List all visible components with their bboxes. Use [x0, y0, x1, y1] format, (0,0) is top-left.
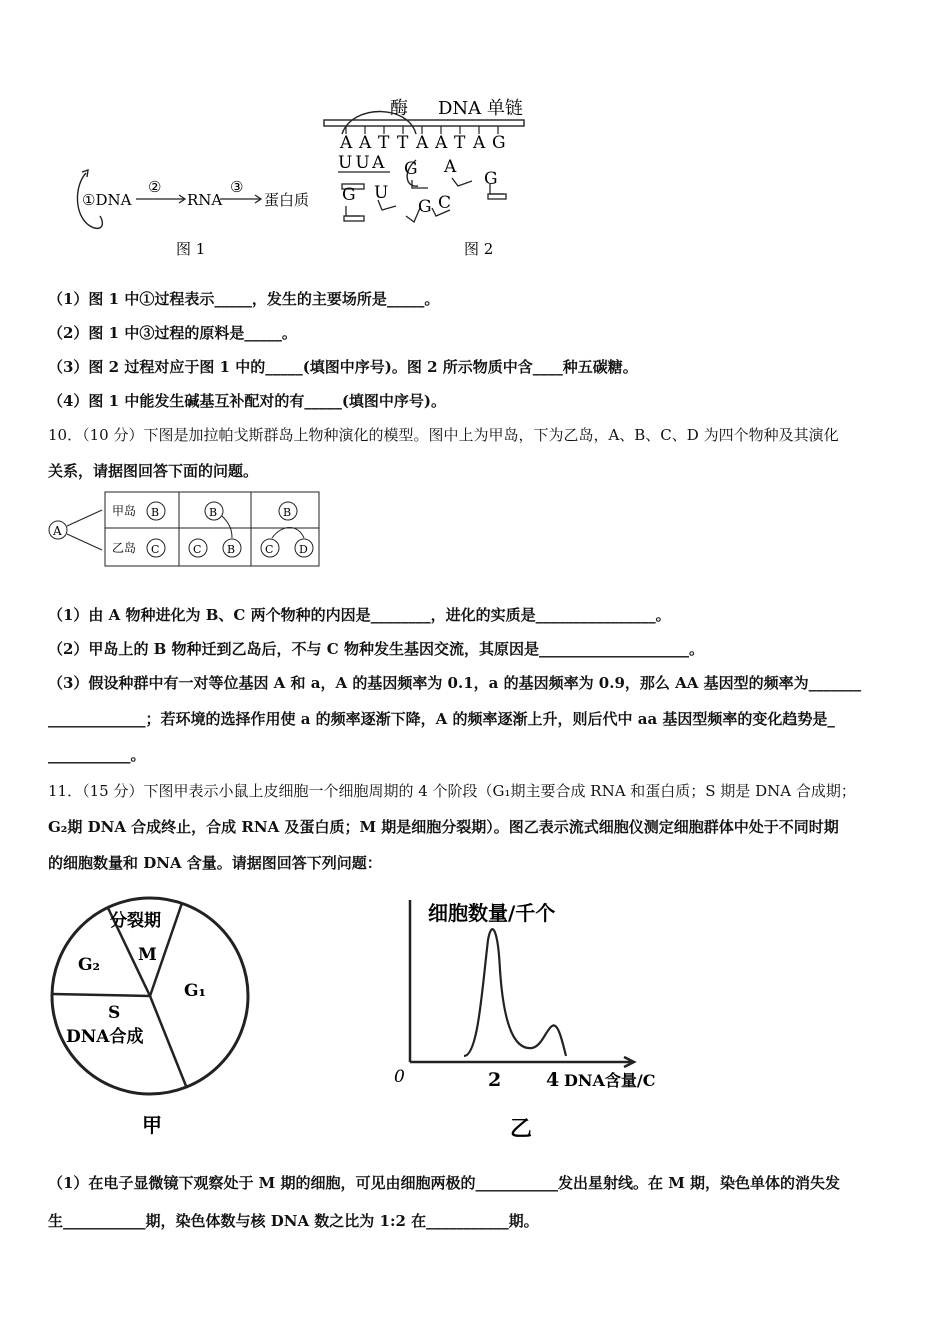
fig2-dna-label: DNA 单链 — [438, 98, 523, 119]
pie-caption: 甲 — [142, 1113, 162, 1137]
figure-1 — [77, 170, 309, 258]
island-yi-label: 乙岛 — [112, 541, 137, 555]
q9-sub-4: （4）图 1 中能发生碱基互补配对的有_____(填图中序号)。 — [48, 392, 447, 410]
template-base-1: A — [359, 133, 372, 153]
q9-sub-2: （2）图 1 中③过程的原料是_____。 — [48, 324, 297, 342]
pie-m-label: M — [138, 945, 157, 965]
q10-sub-1: （1）由 A 物种进化为 B、C 两个物种的内因是________，进化的实质是________________。 — [48, 606, 671, 624]
template-base-6: T — [454, 133, 466, 153]
species-c-2: C — [193, 543, 202, 556]
template-base-4: A — [416, 133, 429, 153]
q10-stem-2: 关系，请据图回答下面的问题。 — [48, 462, 259, 480]
free-nucleotide-c: C — [438, 193, 452, 213]
cell-count-curve — [464, 929, 566, 1056]
island-jia-label: 甲岛 — [112, 504, 137, 518]
template-base-0: A — [340, 133, 353, 153]
free-nucleotide-g2: G — [484, 169, 498, 189]
species-c-3: C — [265, 543, 274, 556]
q11-sub-1a: （1）在电子显微镜下观察处于 M 期的细胞，可见由细胞两极的___________发出星射线。在 M 期，染色单体的消失发 — [48, 1174, 841, 1192]
cell-cycle-pie — [46, 896, 266, 1146]
fig1-dna-label: ①DNA — [82, 191, 132, 209]
q10-stem-1: 10．（10 分）下图是加拉帕戈斯群岛上物种演化的模型。图中上为甲岛，下为乙岛，A、B、C、D 为四个物种及其演化 — [48, 426, 839, 444]
q10-sub-2: （2）甲岛上的 B 物种迁到乙岛后，不与 C 物种发生基因交流，其原因是____________________。 — [48, 640, 704, 658]
q11-sub-1b: 生___________期，染色体数与核 DNA 数之比为 1:2 在___________期。 — [48, 1212, 539, 1230]
pie-s-label: S — [108, 1003, 121, 1023]
q11-stem-3: 的细胞数量和 DNA 含量。请据图回答下列问题： — [48, 854, 382, 872]
chart-origin: 0 — [394, 1067, 405, 1087]
free-nucleotide-u: U — [374, 183, 389, 203]
species-c-1: C — [151, 543, 160, 556]
species-a: A — [53, 524, 62, 538]
species-b-4: B — [283, 506, 292, 519]
template-base-3: T — [397, 133, 409, 153]
pie-g2-label: G₂ — [78, 955, 100, 975]
species-d: D — [299, 543, 308, 556]
q10-sub-3c: ___________。 — [48, 746, 146, 764]
q9-sub-1: （1）图 1 中①过程表示_____，发生的主要场所是_____。 — [48, 290, 440, 308]
q10-island-diagram — [44, 488, 334, 570]
fig1-caption: 图 1 — [176, 240, 206, 258]
fig1-protein-label: 蛋白质 — [264, 191, 310, 209]
template-base-8: G — [492, 133, 506, 153]
chart-xlabel: DNA含量/C — [564, 1071, 656, 1090]
figure-1-2 — [60, 88, 580, 268]
q11-stem-1: 11．（15 分）下图甲表示小鼠上皮细胞一个细胞周期的 4 个阶段（G₁期主要合成 RNA 和蛋白质；S 期是 DNA 合成期； — [48, 782, 856, 800]
free-nucleotide-a: A — [444, 157, 457, 177]
fig2-enzyme-label: 酶 — [390, 98, 408, 119]
template-bases — [339, 133, 506, 153]
template-base-5: A — [435, 133, 448, 153]
species-b-2: B — [209, 506, 218, 519]
chart-tick-4: 4 — [546, 1069, 560, 1091]
pie-division-label: 分裂期 — [110, 911, 161, 931]
dna-content-chart — [392, 890, 712, 1150]
species-b-3: B — [227, 543, 236, 556]
free-nucleotide-g3: G — [342, 185, 356, 205]
pie-g1-label: G₁ — [184, 981, 206, 1001]
fig1-step-3: ③ — [230, 178, 244, 196]
q9-sub-3: （3）图 2 过程对应于图 1 中的_____(填图中序号)。图 2 所示物质中含____种五碳糖。 — [48, 358, 638, 376]
dna-strand-bar — [324, 120, 524, 126]
fig1-rna-label: RNA — [187, 191, 223, 209]
template-base-7: A — [473, 133, 486, 153]
species-b-1: B — [151, 506, 160, 519]
q11-stem-2: G₂期 DNA 合成终止，合成 RNA 及蛋白质；M 期是细胞分裂期）。图乙表示流式细胞仪测定细胞群体中处于不同时期 — [48, 818, 839, 836]
chart-caption: 乙 — [510, 1116, 533, 1142]
free-nucleotide-g4: G — [418, 197, 432, 217]
q10-sub-3b: _____________；若环境的选择作用使 a 的频率逐渐下降，A 的频率逐渐上升，则后代中 aa 基因型频率的变化趋势是_ — [48, 710, 835, 728]
paired-rna-bases: UUA — [338, 153, 388, 173]
q10-sub-3a: （3）假设种群中有一对等位基因 A 和 a，A 的基因频率为 0.1，a 的基因频率为 0.9，那么 AA 基因型的频率为_______ — [48, 674, 862, 692]
fig1-step-2: ② — [148, 178, 162, 196]
pie-dna-syn-label: DNA合成 — [66, 1027, 144, 1047]
template-base-2: T — [378, 133, 390, 153]
chart-tick-2: 2 — [488, 1069, 502, 1091]
free-nucleotide-g1: G — [404, 159, 418, 179]
fig2-caption: 图 2 — [464, 240, 494, 258]
figure-2 — [324, 98, 524, 258]
chart-ylabel: 细胞数量/千个 — [428, 901, 556, 925]
